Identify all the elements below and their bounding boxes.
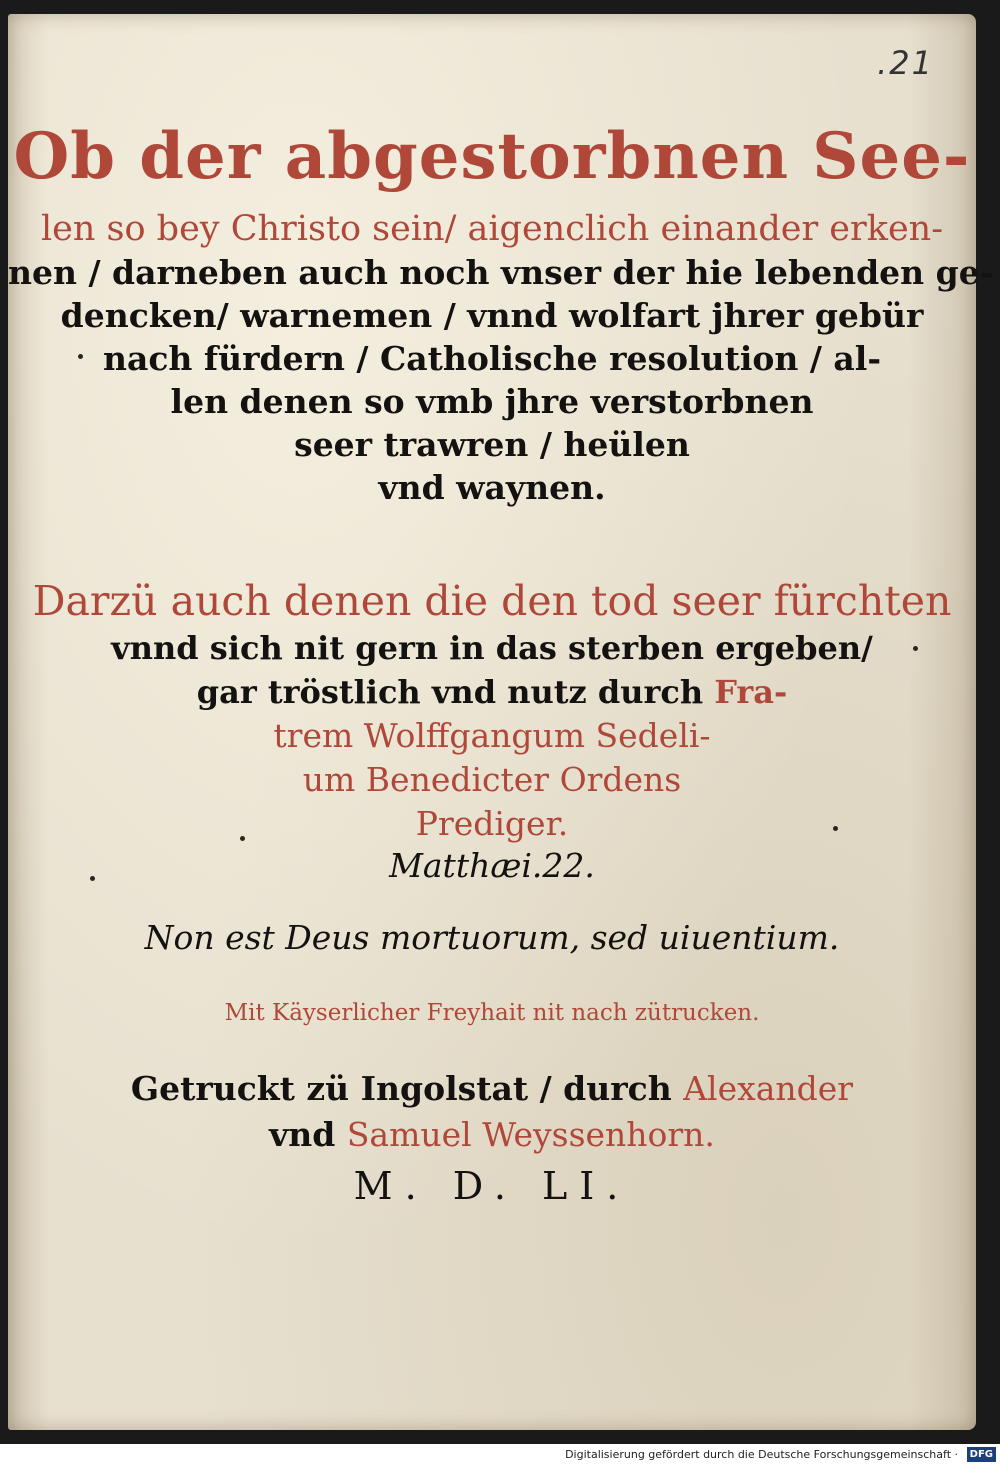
digitization-footer	[0, 1444, 1000, 1466]
subtitle-line-3-red: Fra-	[714, 673, 788, 711]
subtitle-line-3-black: gar tröstlich vnd nutz durch	[196, 673, 704, 711]
title-line-1: Ob der abgestorbnen See-	[13, 119, 971, 194]
folio-number: .21	[877, 44, 934, 82]
quote-reference-block	[8, 846, 976, 885]
privilege-notice: Mit Käyserlicher Freyhait nit nach zütrucken.	[224, 1000, 760, 1026]
imprint-line-1	[8, 1066, 976, 1112]
dfg-logo: DFG	[967, 1447, 996, 1462]
imprint-line-2	[8, 1112, 976, 1158]
title-line-6: len denen so vmb jhre verstorbnen	[170, 382, 814, 421]
subtitle-line-1: Darzü auch denen die den tod seer fürchten	[32, 577, 952, 625]
title-line-2: len so bey Christo sein/ aigenclich einander erken-	[40, 209, 944, 249]
author-line-1: trem Wolffgangum Sedeli-	[273, 716, 711, 755]
title-block	[8, 114, 994, 509]
year-block	[8, 1164, 976, 1208]
imprint-conjunction: vnd	[269, 1115, 336, 1154]
subtitle-line-3	[8, 670, 976, 714]
title-line-3: nen / darneben auch noch vnser der hie lebenden ge-	[8, 253, 994, 292]
subtitle-line-2: vnnd sich nit gern in das sterben ergeben/	[111, 629, 873, 667]
privilege-block	[8, 1000, 976, 1026]
subtitle-block	[8, 576, 976, 846]
funding-credit: Digitalisierung gefördert durch die Deutsche Forschungsgemeinschaft ·	[565, 1448, 958, 1461]
publication-year: M. D. LI.	[353, 1164, 631, 1208]
author-line-2: um Benedicter Ordens	[302, 760, 682, 799]
imprint-block	[8, 1066, 976, 1158]
quote-text: Non est Deus mortuorum, sed uiuentium.	[144, 918, 840, 957]
title-line-4: dencken/ warnemen / vnnd wolfart jhrer gebür	[60, 296, 924, 335]
imprint-place: Getruckt zü Ingolstat / durch	[130, 1069, 672, 1108]
printer-name-1: Alexander	[683, 1069, 854, 1108]
printer-name-2: Samuel Weyssenhorn.	[346, 1115, 715, 1154]
quote-reference: Matthæi.22.	[389, 846, 595, 885]
quote-text-block	[8, 918, 976, 957]
author-line-3: Prediger.	[415, 804, 569, 843]
title-line-7: seer trawren / heülen	[294, 425, 690, 464]
title-line-8: vnd waynen.	[378, 468, 606, 507]
title-line-5: nach fürdern / Catholische resolution / al-	[102, 339, 882, 378]
title-page	[8, 14, 994, 1430]
